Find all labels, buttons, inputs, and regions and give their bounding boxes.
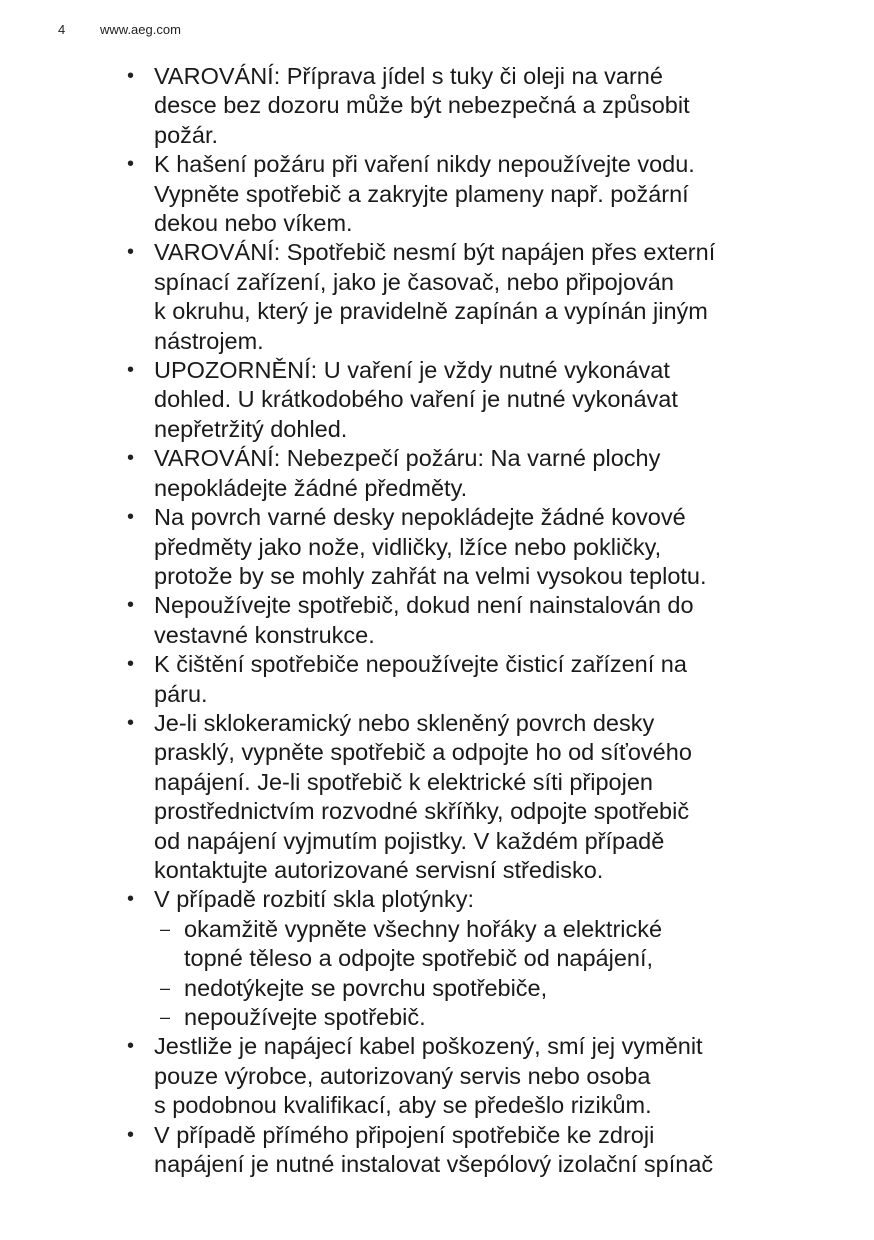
bullet-list <box>126 62 816 1179</box>
bullet-item-text: Jestliže je napájecí kabel poškozený, smí jej vyměnit pouze výrobce, autorizovaný servis nebo osoba s podobnou kvalifikací, aby se předešlo rizikům. <box>154 1033 703 1119</box>
bullet-item-text: Nepoužívejte spotřebič, dokud není nainstalován do vestavné konstrukce. <box>154 592 694 648</box>
dash-icon: – <box>160 918 171 939</box>
bullet-dot-icon: • <box>127 506 135 529</box>
bullet-item <box>126 709 816 885</box>
bullet-dot-icon: • <box>127 594 135 617</box>
bullet-item-text: K čištění spotřebiče nepoužívejte čisticí zařízení na páru. <box>154 651 687 707</box>
bullet-item-text: UPOZORNĚNÍ: U vaření je vždy nutné vykonávat dohled. U krátkodobého vaření je nutné vykonávat nepřetržitý dohled. <box>154 357 678 442</box>
bullet-dot-icon: • <box>127 1123 135 1146</box>
page-number: 4 <box>58 22 66 37</box>
sub-list-item <box>154 974 816 1003</box>
bullet-item-text: Je-li sklokeramický nebo skleněný povrch desky prasklý, vypněte spotřebič a odpojte ho od síťového napájení. Je-li spotřebič k elektrické síti připojen prostřednictvím rozvodné skříňky, odpojte spotřebič od napájení vyjmutím pojistky. V každém případě kontaktujte autorizované servisní středisko. <box>154 709 692 883</box>
sub-list-item <box>154 915 816 974</box>
bullet-dot-icon: • <box>127 241 135 264</box>
bullet-dot-icon: • <box>127 447 135 470</box>
bullet-dot-icon: • <box>127 711 135 734</box>
website-url: www.aeg.com <box>100 22 181 37</box>
sub-list-item-text: nepoužívejte spotřebič. <box>184 1004 426 1030</box>
bullet-item <box>126 1121 816 1180</box>
bullet-item-text: Na povrch varné desky nepokládejte žádné kovové předměty jako nože, vidličky, lžíce nebo pokličky, protože by se mohly zahřát na velmi vysokou teplotu. <box>154 504 707 589</box>
sub-list-item <box>154 1003 816 1032</box>
bullet-item-text: VAROVÁNÍ: Příprava jídel s tuky či oleji na varné desce bez dozoru může být nebezpečná a způsobit požár. <box>154 63 690 148</box>
bullet-item <box>126 503 816 591</box>
bullet-item <box>126 444 816 503</box>
bullet-dot-icon: • <box>127 1035 135 1058</box>
bullet-dot-icon: • <box>127 359 135 382</box>
bullet-dot-icon: • <box>127 153 135 176</box>
dash-icon: – <box>160 1007 171 1027</box>
sub-list <box>154 915 816 1033</box>
bullet-item <box>126 150 816 238</box>
bullet-item <box>126 1032 816 1120</box>
sub-list-item-text: nedotýkejte se povrchu spotřebiče, <box>184 974 548 1001</box>
bullet-item-text: V případě přímého připojení spotřebiče ke zdroji napájení je nutné instalovat všepólový izolační spínač <box>154 1121 714 1178</box>
bullet-item <box>126 238 816 356</box>
bullet-item <box>126 885 816 1032</box>
bullet-dot-icon: • <box>127 888 135 911</box>
dash-icon: – <box>160 977 171 998</box>
bullet-item <box>126 62 816 150</box>
page-header <box>58 22 181 37</box>
bullet-item-text: VAROVÁNÍ: Nebezpečí požáru: Na varné plochy nepokládejte žádné předměty. <box>154 445 661 501</box>
bullet-item-text: V případě rozbití skla plotýnky: <box>154 886 475 913</box>
bullet-item <box>126 650 816 709</box>
safety-instructions <box>126 62 816 1179</box>
bullet-item <box>126 591 816 650</box>
sub-list-item-text: okamžitě vypněte všechny hořáky a elektrické topné těleso a odpojte spotřebič od napájení, <box>184 915 663 972</box>
bullet-item-text: VAROVÁNÍ: Spotřebič nesmí být napájen přes externí spínací zařízení, jako je časovač, nebo připojován k okruhu, který je pravidelně zapínán a vypínán jiným nástrojem. <box>154 239 716 354</box>
bullet-item <box>126 356 816 444</box>
bullet-item-text: K hašení požáru při vaření nikdy nepoužívejte vodu. Vypněte spotřebič a zakryjte plameny např. požární dekou nebo víkem. <box>154 151 695 237</box>
bullet-dot-icon: • <box>127 65 135 87</box>
bullet-dot-icon: • <box>127 653 135 676</box>
